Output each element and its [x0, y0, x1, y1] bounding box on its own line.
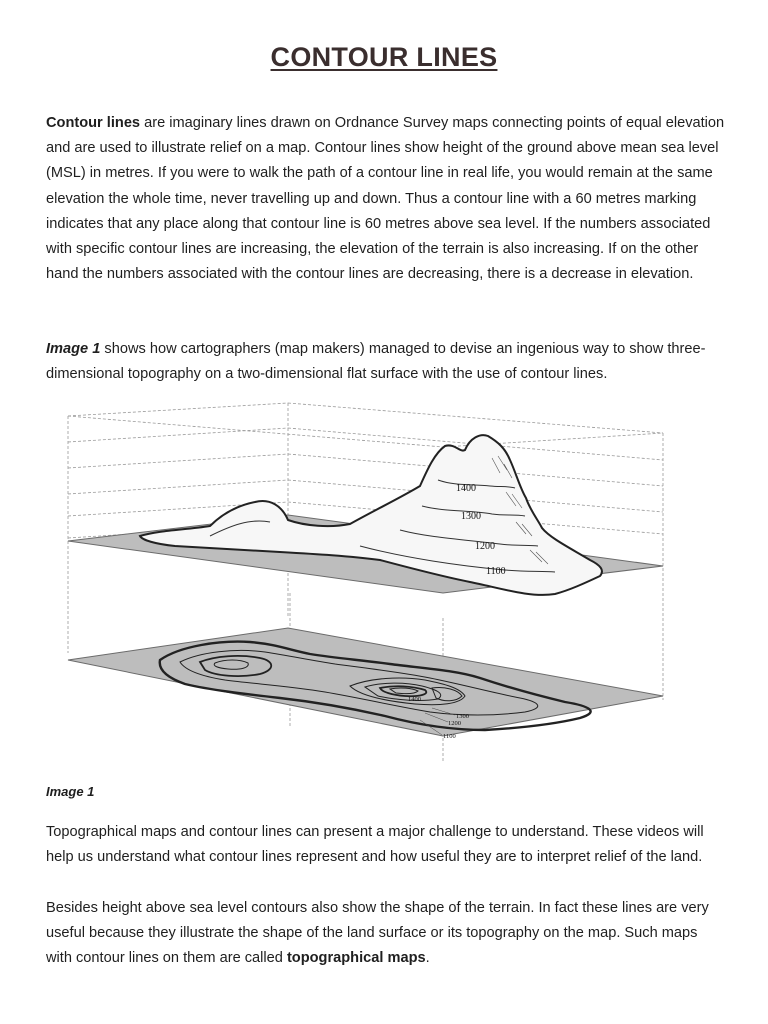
figure-caption: Image 1: [46, 784, 95, 799]
label-map-1200: 1200: [448, 720, 461, 727]
term-image-1: Image 1: [46, 341, 101, 357]
label-3d-1300: 1300: [461, 511, 481, 522]
label-map-1300: 1300: [456, 713, 469, 720]
term-topographical-maps: topographical maps: [286, 950, 426, 967]
label-3d-1400: 1400: [456, 483, 476, 494]
image-reference-paragraph: [46, 337, 726, 387]
contour-diagram: [60, 398, 670, 770]
label-map-1100: 1100: [443, 733, 456, 740]
terrain-shape-paragraph: [46, 896, 726, 972]
challenge-paragraph: Topographical maps and contour lines can present a major challenge to understand. These videos will help us understand what contour lines represent and how useful they are to interpret relief of the land.: [46, 824, 704, 866]
page-title: CONTOUR LINES: [270, 42, 498, 72]
terrain-shape-text: Besides height above sea level contours also show the shape of the terrain. In fact these lines are very useful because they illustrate the shape of the land surface or its topography on the map. Such maps with contour lines on them are called: [46, 900, 709, 967]
label-3d-1100: 1100: [486, 566, 506, 577]
intro-paragraph: [46, 111, 726, 287]
terrain-shape-end: .: [425, 950, 430, 967]
term-contour-lines: Contour lines: [46, 115, 141, 131]
intro-text: are imaginary lines drawn on Ordnance Survey maps connecting points of equal elevation and are used to illustrate relief on a map. Contour lines show height of the ground above mean sea level (MSL) in metres. If you were to walk the path of a contour line in real life, you would remain at the same elevation the whole time, never travelling up and down. Thus a contour line with a 60 metres marking indicates that any place along that contour line is 60 metres above sea level. If the numbers associated with specific contour lines are increasing, the elevation of the terrain is also increasing. If on the other hand the numbers associated with the contour lines are decreasing, there is a decrease in elevation.: [46, 115, 725, 283]
image-reference-text: shows how cartographers (map makers) managed to devise an ingenious way to show three-dimensional topography on a two-dimensional flat surface with the use of contour lines.: [46, 341, 706, 383]
label-3d-1200: 1200: [475, 541, 495, 552]
label-map-1400: 1400: [408, 696, 421, 703]
